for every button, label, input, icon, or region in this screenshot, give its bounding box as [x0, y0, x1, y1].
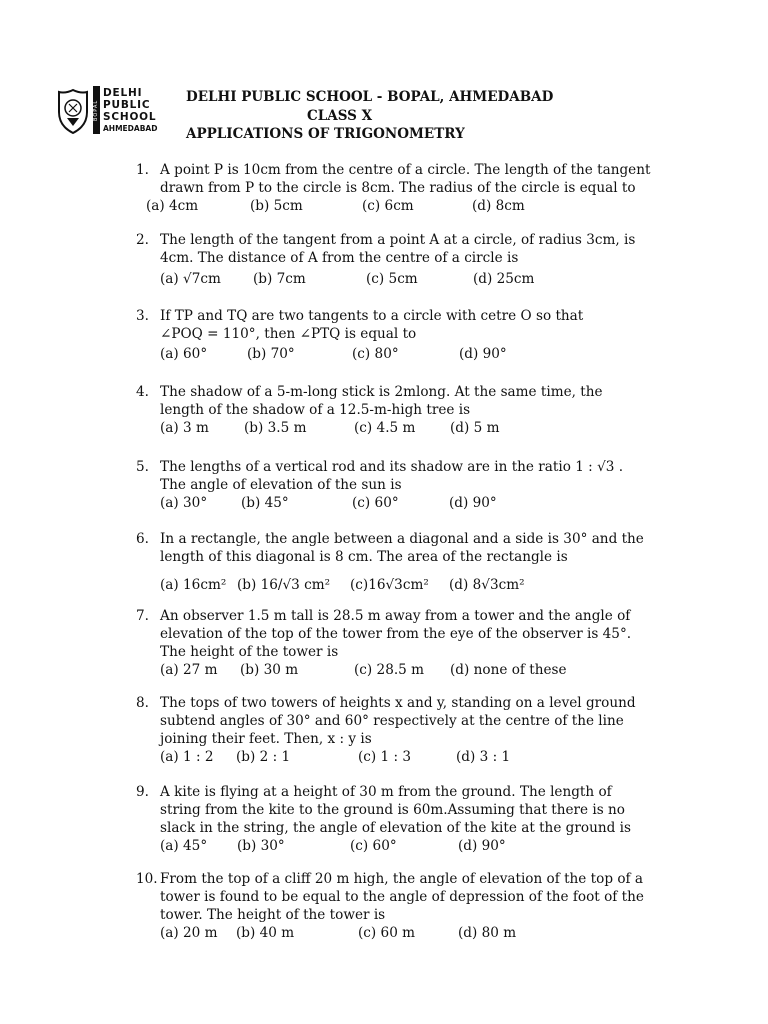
question-line: elevation of the top of the tower from the eye of the observer is 45°. [160, 626, 632, 642]
options-row [160, 494, 676, 512]
question-line: length of this diagonal is 8 cm. The area of the rectangle is [160, 549, 568, 565]
question-text [160, 458, 676, 494]
question-number: 1. [136, 162, 149, 178]
question-line: string from the kite to the ground is 60m.Assuming that there is no [160, 802, 625, 818]
option-b: (b) 2 : 1 [236, 749, 291, 765]
question-line: 4cm. The distance of A from the centre of a circle is [160, 250, 519, 266]
question-line: The tops of two towers of heights x and y, standing on a level ground [160, 695, 636, 711]
option-d: (d) 80 m [458, 925, 517, 941]
option-b: (b) 70° [247, 346, 295, 362]
options-row [160, 837, 676, 855]
question-line: In a rectangle, the angle between a diagonal and a side is 30° and the [160, 531, 644, 547]
question-line: An observer 1.5 m tall is 28.5 m away from a tower and the angle of [160, 608, 631, 624]
option-b: (b) 45° [241, 495, 289, 511]
option-a: (a) 60° [160, 346, 208, 362]
question-5 [136, 458, 676, 512]
question-text [160, 530, 676, 566]
option-d: (d) 25cm [473, 271, 535, 287]
question-7 [136, 607, 676, 679]
option-c: (c) 80° [352, 346, 399, 362]
option-d: (d) 8cm [472, 198, 525, 214]
school-logo [57, 84, 158, 138]
option-a: (a) 3 m [160, 420, 209, 436]
question-text [160, 161, 676, 197]
options-row [160, 661, 676, 679]
option-c: (c) 4.5 m [354, 420, 416, 436]
option-b: (b) 5cm [250, 198, 303, 214]
question-number: 2. [136, 232, 149, 248]
question-number: 3. [136, 308, 149, 324]
question-number: 9. [136, 784, 149, 800]
question-line: If TP and TQ are two tangents to a circle with cetre O so that [160, 308, 584, 324]
question-text [160, 231, 676, 267]
question-9 [136, 783, 676, 855]
question-line: slack in the string, the angle of elevation of the kite at the ground is [160, 820, 631, 836]
option-d: (d) 8√3cm² [449, 577, 525, 593]
option-a: (a) 1 : 2 [160, 749, 214, 765]
option-a: (a) 45° [160, 838, 208, 854]
option-b: (b) 16/√3 cm² [237, 577, 331, 593]
options-row [160, 748, 676, 766]
option-b: (b) 30° [237, 838, 285, 854]
question-1 [136, 161, 676, 215]
question-4 [136, 383, 676, 437]
question-line: tower is found to be equal to the angle of depression of the foot of the [160, 889, 644, 905]
option-c: (c)16√3cm² [350, 577, 429, 593]
option-a: (a) √7cm [160, 271, 221, 287]
option-d: (d) 90° [459, 346, 507, 362]
option-d: (d) 90° [449, 495, 497, 511]
question-text [160, 870, 676, 924]
option-d: (d) none of these [450, 662, 567, 678]
options-row [160, 419, 676, 437]
question-line: The height of the tower is [160, 644, 339, 660]
option-b: (b) 30 m [240, 662, 299, 678]
question-text [160, 307, 676, 343]
question-line: length of the shadow of a 12.5-m-high tree is [160, 402, 471, 418]
option-c: (c) 60 m [358, 925, 416, 941]
options-row [160, 345, 676, 363]
question-number: 7. [136, 608, 149, 624]
option-a: (a) 27 m [160, 662, 218, 678]
option-a: (a) 20 m [160, 925, 218, 941]
options-row [136, 197, 676, 215]
subject-title: APPLICATIONS OF TRIGONOMETRY [186, 126, 465, 142]
question-line: tower. The height of the tower is [160, 907, 386, 923]
option-b: (b) 40 m [236, 925, 295, 941]
question-6 [136, 530, 676, 598]
question-number: 10. [136, 871, 158, 887]
school-crest-icon [57, 88, 89, 134]
logo-word: DELHI [103, 87, 143, 99]
options-row [160, 576, 676, 598]
logo-city: AHMEDABAD [103, 124, 158, 133]
option-c: (c) 1 : 3 [358, 749, 412, 765]
question-text [160, 383, 676, 419]
question-number: 6. [136, 531, 149, 547]
option-d: (d) 3 : 1 [456, 749, 511, 765]
question-text [160, 783, 676, 837]
question-text [160, 694, 676, 748]
option-a: (a) 4cm [146, 198, 199, 214]
question-line: joining their feet. Then, x : y is [160, 731, 372, 747]
question-line: From the top of a cliff 20 m high, the angle of elevation of the top of a [160, 871, 643, 887]
question-8 [136, 694, 676, 766]
question-3 [136, 307, 676, 363]
option-c: (c) 60° [352, 495, 399, 511]
question-line: The shadow of a 5-m-long stick is 2mlong. At the same time, the [160, 384, 603, 400]
class-label: CLASS X [307, 108, 373, 124]
option-c: (c) 6cm [362, 198, 414, 214]
logo-bopal-bar: BOPAL [93, 86, 100, 134]
option-c: (c) 28.5 m [354, 662, 425, 678]
option-a: (a) 30° [160, 495, 208, 511]
question-10 [136, 870, 676, 942]
question-text [160, 607, 676, 661]
options-row [160, 270, 676, 288]
question-line: A point P is 10cm from the centre of a circle. The length of the tangent [160, 162, 651, 178]
option-d: (d) 5 m [450, 420, 500, 436]
logo-word: SCHOOL [103, 111, 157, 123]
question-number: 8. [136, 695, 149, 711]
question-line: ∠POQ = 110°, then ∠PTQ is equal to [160, 326, 417, 342]
question-line: The lengths of a vertical rod and its shadow are in the ratio 1 : √3 . [160, 459, 624, 475]
question-number: 5. [136, 459, 149, 475]
option-d: (d) 90° [458, 838, 506, 854]
question-line: The length of the tangent from a point A at a circle, of radius 3cm, is [160, 232, 636, 248]
question-line: A kite is flying at a height of 30 m from the ground. The length of [160, 784, 612, 800]
option-a: (a) 16cm² [160, 577, 227, 593]
option-c: (c) 60° [350, 838, 397, 854]
question-number: 4. [136, 384, 149, 400]
school-title: DELHI PUBLIC SCHOOL - BOPAL, AHMEDABAD [186, 89, 554, 105]
question-line: drawn from P to the circle is 8cm. The radius of the circle is equal to [160, 180, 636, 196]
logo-wordmark [103, 87, 157, 135]
question-line: subtend angles of 30° and 60° respectively at the centre of the line [160, 713, 624, 729]
question-2 [136, 231, 676, 288]
question-line: The angle of elevation of the sun is [160, 477, 402, 493]
option-c: (c) 5cm [366, 271, 418, 287]
options-row [160, 924, 676, 942]
option-b: (b) 3.5 m [244, 420, 307, 436]
logo-word: PUBLIC [103, 99, 151, 111]
option-b: (b) 7cm [253, 271, 306, 287]
